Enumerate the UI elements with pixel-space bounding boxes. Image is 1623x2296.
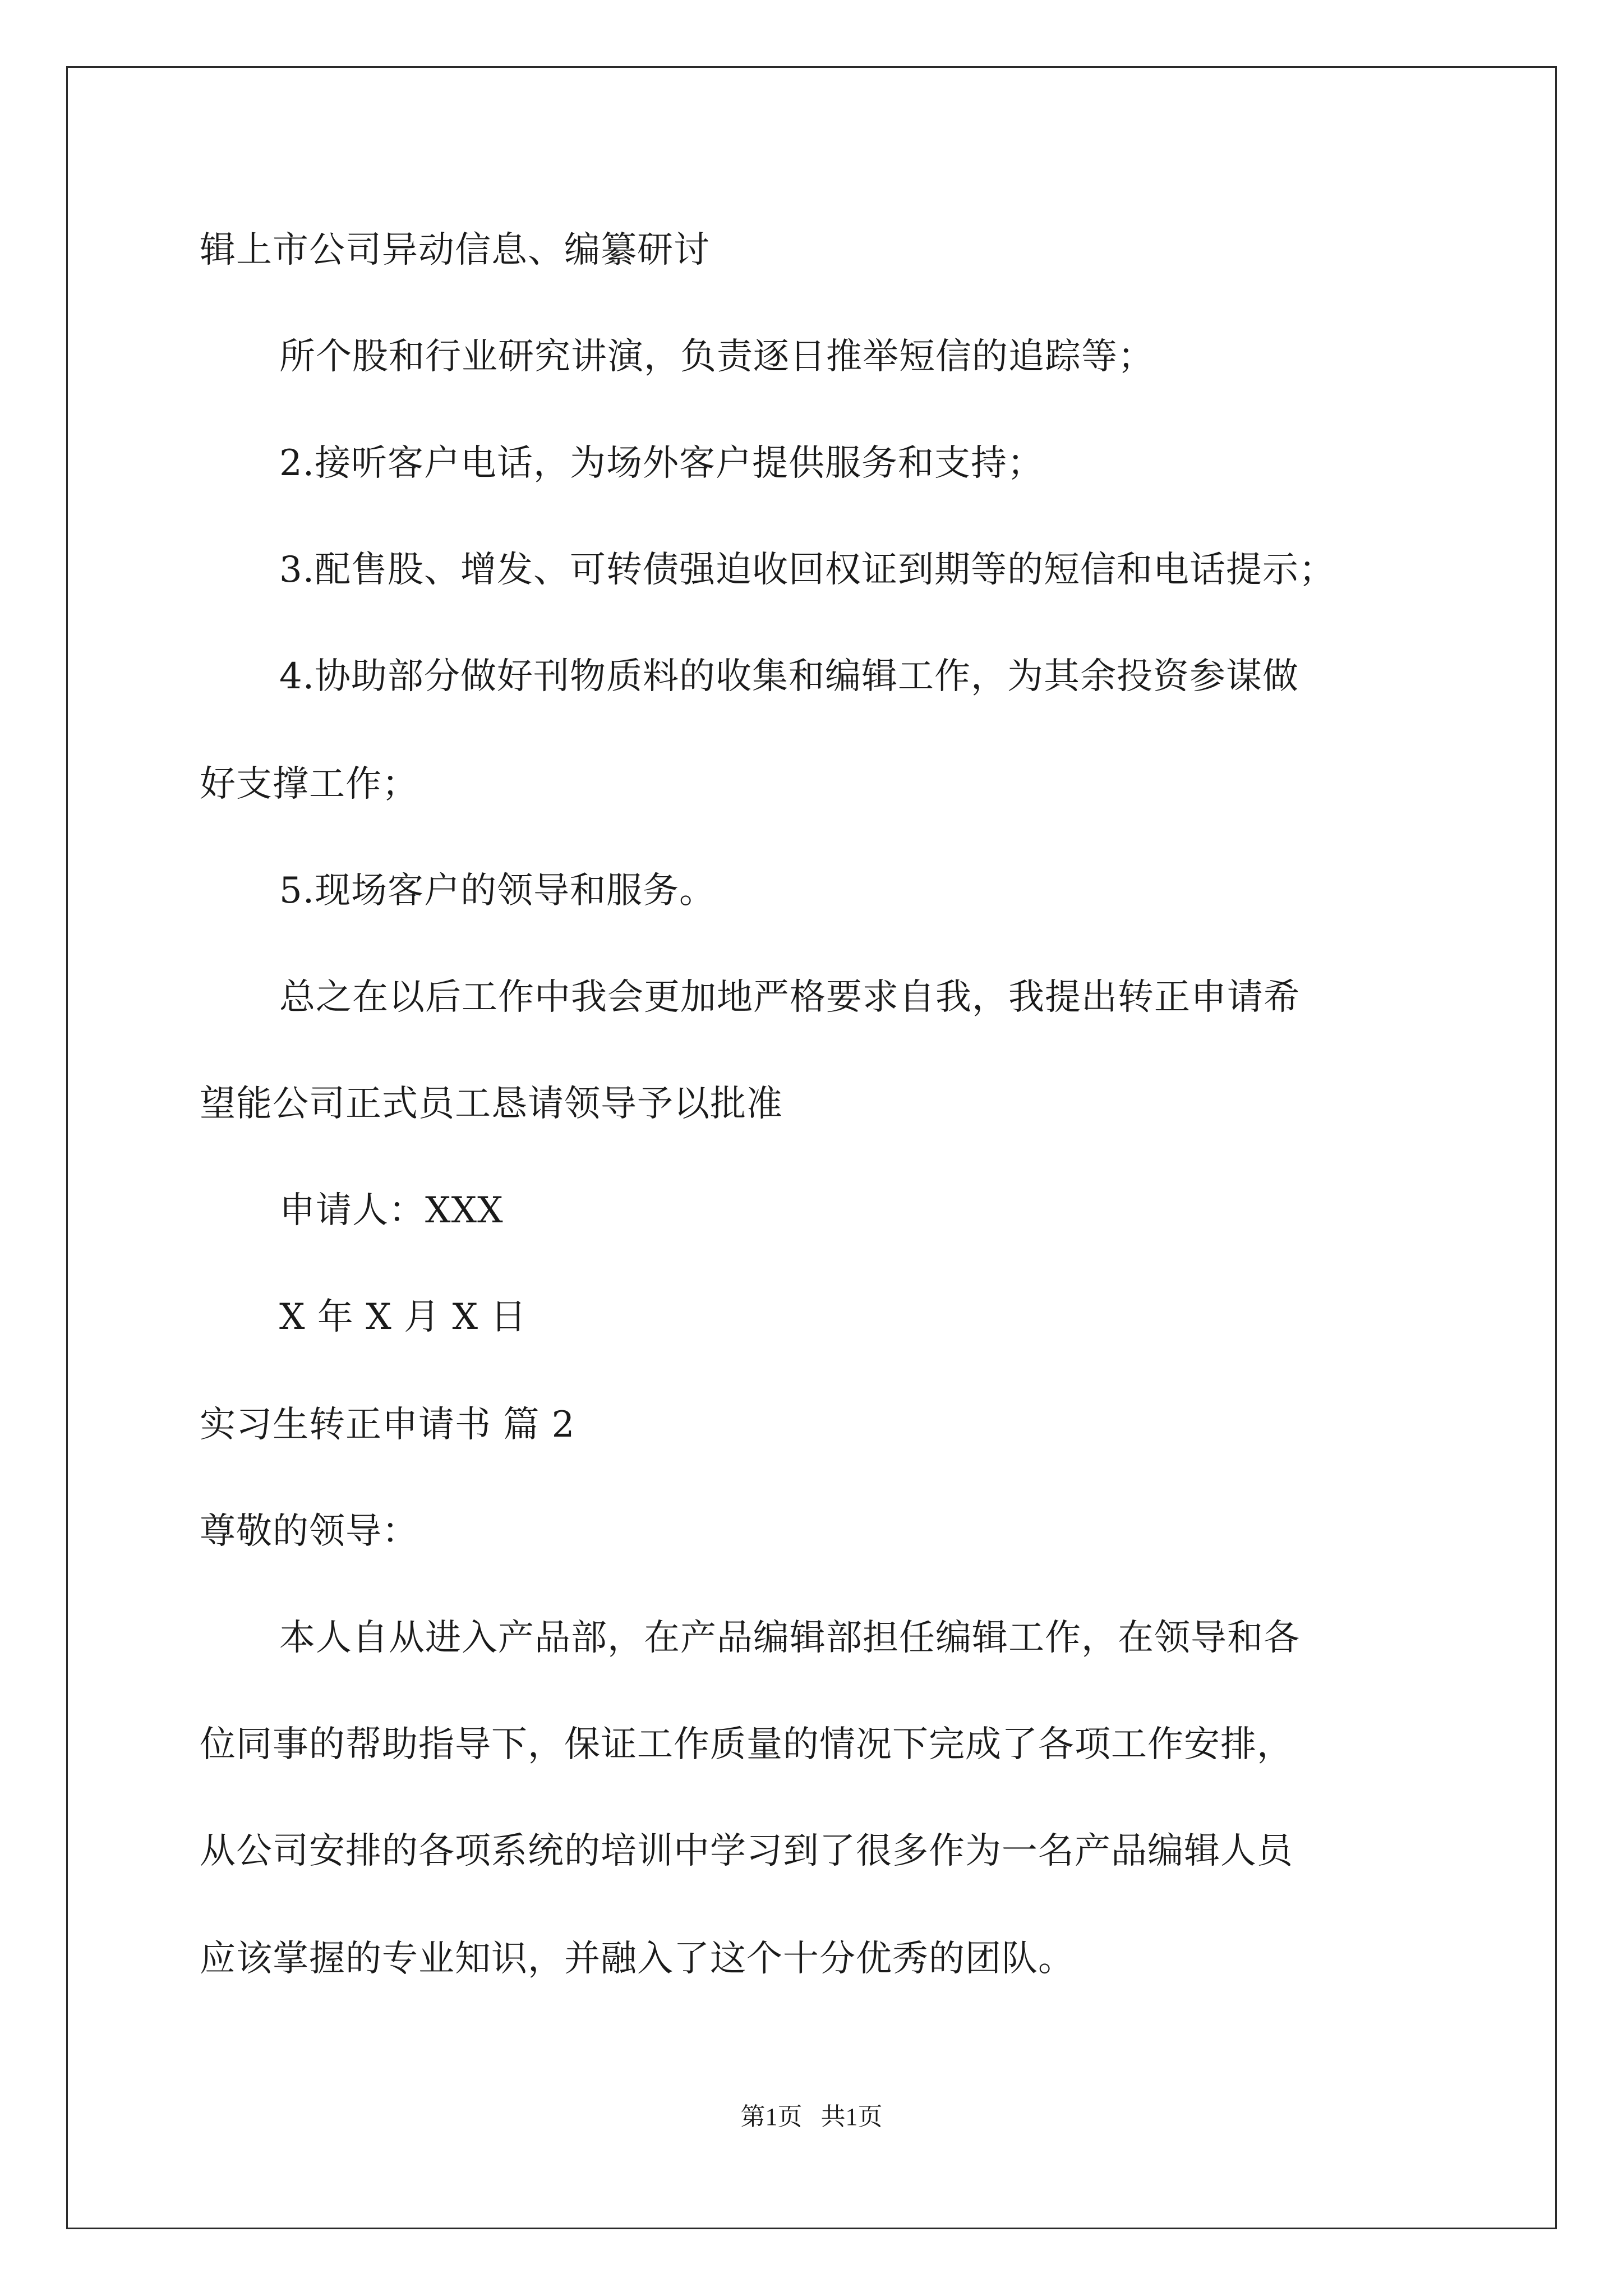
page-border: [66, 66, 1557, 2229]
text-line-1: 辑上市公司异动信息、编纂研讨: [200, 229, 710, 271]
text-line-8: 总之在以后工作中我会更加地严格要求自我，我提出转正申请希: [279, 977, 1300, 1018]
salutation: 尊敬的领导：: [200, 1511, 418, 1552]
text-line-14: 本人自从进入产品部，在产品编辑部担任编辑工作，在领导和各: [279, 1617, 1300, 1659]
text-line-15: 位同事的帮助指导下，保证工作质量的情况下完成了各项工作安排，: [200, 1724, 1293, 1765]
text-line-17: 应该掌握的专业知识，并融入了这个十分优秀的团队。: [200, 1938, 1075, 1980]
text-line-7: 5.现场客户的领导和服务。: [279, 870, 716, 912]
text-line-16: 从公司安排的各项系统的培训中学习到了很多作为一名产品编辑人员: [200, 1830, 1293, 1872]
text-line-9: 望能公司正式员工恳请领导予以批准: [200, 1083, 783, 1125]
text-line-4: 3.配售股、增发、可转债强迫收回权证到期等的短信和电话提示；: [279, 549, 1336, 591]
applicant-line: 申请人：XXX: [279, 1190, 504, 1231]
text-line-2: 所个股和行业研究讲演，负责逐日推举短信的追踪等；: [279, 336, 1154, 378]
text-line-3: 2.接听客户电话，为场外客户提供服务和支持；: [279, 443, 1044, 484]
page-footer: 第1页 共1页: [740, 2103, 883, 2131]
section-title: 实习生转正申请书 篇 2: [200, 1404, 575, 1446]
text-line-5: 4.协助部分做好刊物质料的收集和编辑工作，为其余投资参谋做: [279, 656, 1299, 697]
text-line-6: 好支撑工作；: [200, 763, 418, 805]
date-line: X 年 X 月 X 日: [279, 1296, 527, 1338]
